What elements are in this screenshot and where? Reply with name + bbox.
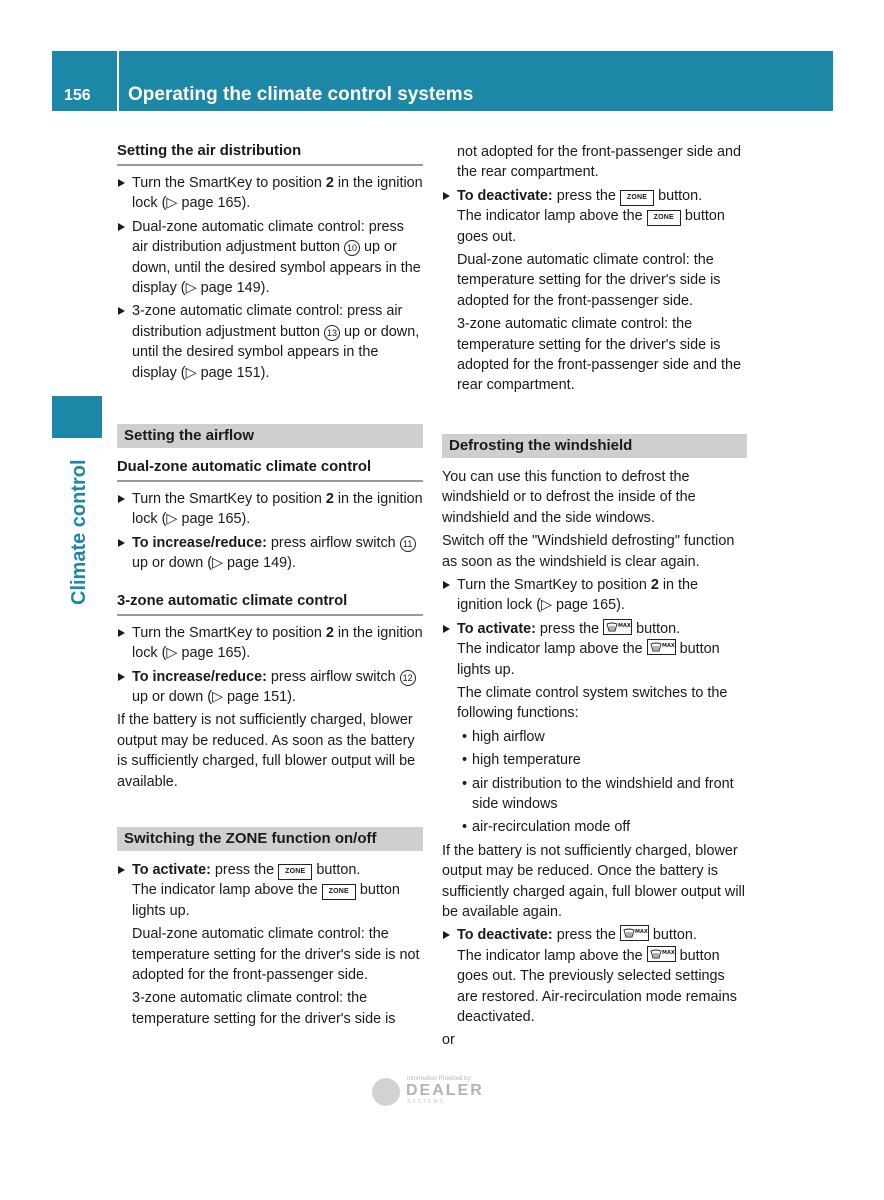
bullet-dot-icon: •: [462, 752, 468, 769]
indicator-lamp-text: [442, 946, 747, 1028]
item-text: up or down, until the desired symbol appears in the display (▷ page 149).: [132, 239, 421, 297]
list-item: [442, 925, 747, 945]
battery-note: If the battery is not sufficiently charged, blower output may be reduced. As soon as the battery is sufficiently charged, full blower output will be available.: [117, 712, 416, 790]
bullet-triangle-icon: [118, 539, 125, 547]
item-text: button.: [654, 187, 703, 204]
watermark: [372, 1075, 504, 1109]
item-bold: To increase/reduce:: [132, 534, 267, 551]
item-text: in the ignition lock (▷ page 165).: [457, 576, 699, 614]
zone-button-icon: ZONE: [278, 864, 312, 880]
function-list-item: [442, 774, 747, 815]
function-list-item: [442, 750, 747, 770]
defrost-max-button-icon: [647, 946, 676, 962]
item-text: in the ignition lock (▷ page 165).: [132, 491, 423, 528]
zone-section-heading: Switching the ZONE function on/off: [117, 827, 423, 851]
item-text: The indicator lamp above the: [457, 208, 647, 225]
item-text: The indicator lamp above the: [132, 882, 322, 899]
function-list-item: [442, 727, 747, 747]
function-text: air distribution to the windshield and front side windows: [472, 775, 734, 812]
switches-to-text: The climate control system switches to the following functions:: [457, 684, 728, 722]
item-text: press the: [552, 927, 620, 944]
item-bold: To activate:: [132, 861, 211, 878]
list-item: [117, 667, 423, 708]
defrost-switch-off: Switch off the "Windshield defrosting" function as soon as the windshield is clear again.: [442, 533, 735, 570]
defrost-battery-note: If the battery is not sufficiently charged, blower output may be reduced. Once the battery is sufficiently charged again, full blower output will be available again.: [442, 842, 745, 920]
bullet-triangle-icon: [443, 625, 450, 633]
item-text: The indicator lamp above the: [457, 641, 647, 658]
item-text: press the: [552, 187, 620, 204]
defrost-max-label: MAX: [661, 643, 675, 650]
function-text: high airflow: [472, 728, 545, 745]
dual-zone-subheading: Dual-zone automatic climate control: [117, 457, 423, 482]
item-text: button.: [648, 927, 697, 944]
page-title: Operating the climate control systems: [128, 84, 474, 105]
item-bold: To increase/reduce:: [132, 668, 267, 685]
item-text: The indicator lamp above the: [457, 947, 647, 964]
item-text: 3-zone automatic climate control: press air distribution adjustment button: [132, 303, 403, 340]
left-column: [117, 141, 423, 1032]
list-item: [117, 860, 423, 880]
defrost-max-button-icon: [620, 925, 649, 941]
bullet-triangle-icon: [118, 495, 125, 503]
airflow-section-heading: Setting the airflow: [117, 424, 423, 448]
list-item: [117, 489, 423, 530]
function-text: air-recirculation mode off: [472, 819, 631, 836]
page-number: 156: [64, 87, 91, 104]
item-text: in the ignition lock (▷ page 165).: [132, 624, 423, 662]
list-item: [442, 186, 747, 206]
item-text: Turn the SmartKey to position: [132, 175, 326, 191]
item-text: button.: [312, 861, 361, 878]
item-text: Turn the SmartKey to position: [132, 491, 326, 508]
air-distribution-heading: Setting the air distribution: [117, 141, 423, 166]
item-text: press airflow switch: [266, 668, 400, 685]
bullet-triangle-icon: [118, 673, 125, 681]
bullet-triangle-icon: [443, 581, 450, 589]
list-item: [117, 173, 423, 214]
defrost-max-button-icon: [647, 639, 676, 655]
item-text: press the: [535, 620, 604, 637]
item-text: Turn the SmartKey to position: [132, 624, 326, 641]
defrost-max-label: MAX: [618, 622, 631, 629]
defrost-max-label: MAX: [661, 949, 675, 956]
defrost-section-heading: Defrosting the windshield: [442, 434, 747, 458]
defrost-max-label: MAX: [634, 929, 648, 936]
item-text: button goes out. The previously selected settings are restored. Air-recirculation mode remains deactivated.: [457, 947, 737, 1026]
defrost-max-button-icon: [603, 619, 632, 635]
watermark-brand: DEALER: [406, 1082, 484, 1099]
zone-button-icon: ZONE: [647, 210, 681, 226]
bullet-triangle-icon: [118, 223, 125, 231]
function-list-item: [442, 817, 747, 837]
right-column: [442, 142, 747, 1054]
or-text: or: [442, 1032, 455, 1049]
item-text: in the ignition lock (▷ page 165).: [132, 175, 423, 212]
zone-button-icon: ZONE: [322, 884, 356, 900]
item-text: Turn the SmartKey to position: [457, 576, 651, 593]
zone-button-icon: ZONE: [620, 190, 654, 206]
continued-text: not adopted for the front-passenger side and the rear compartment.: [457, 144, 742, 181]
bullet-dot-icon: •: [462, 775, 468, 792]
item-bold: 2: [650, 576, 659, 593]
watermark-caption: Information Provided by:: [407, 1076, 473, 1082]
circled-number-icon: 13: [324, 325, 340, 341]
indicator-lamp-text: [442, 206, 747, 247]
dual-zone-note: Dual-zone automatic climate control: the temperature setting for the driver's side is not adopted for the front-passenger side.: [132, 926, 420, 983]
bullet-dot-icon: •: [462, 819, 468, 836]
item-text: press the: [210, 861, 279, 878]
item-text: button.: [632, 620, 681, 637]
circled-number-icon: 12: [400, 670, 416, 686]
function-text: high temperature: [472, 752, 581, 769]
item-text: button lights up.: [132, 882, 400, 919]
three-zone-note: 3-zone automatic climate control: the temperature setting for the driver's side is: [132, 990, 396, 1027]
watermark-logo-icon: [372, 1078, 400, 1106]
watermark-subtitle: SYSTEMS: [407, 1099, 445, 1105]
item-text: Dual-zone automatic climate control: press air distribution adjustment button: [132, 218, 404, 256]
list-item: [117, 533, 423, 574]
circled-number-icon: 10: [344, 240, 360, 256]
list-item: [442, 619, 747, 639]
indicator-lamp-text: [117, 880, 423, 921]
defrost-intro: You can use this function to defrost the windshield or to defrost the inside of the windshield and the side windows.: [442, 468, 696, 526]
item-bold: 2: [325, 624, 334, 641]
item-bold: To activate:: [457, 620, 536, 637]
item-text: up or down, until the desired symbol appears in the display (▷ page 151).: [132, 323, 420, 381]
bullet-triangle-icon: [118, 307, 125, 315]
bullet-triangle-icon: [118, 866, 125, 874]
item-text: button goes out.: [457, 208, 725, 245]
item-text: up or down (▷ page 151).: [132, 688, 296, 705]
chapter-tab-marker: [52, 396, 102, 438]
chapter-label: Climate control: [68, 459, 90, 605]
indicator-lamp-text: [442, 639, 747, 680]
bullet-triangle-icon: [118, 179, 125, 187]
item-text: button lights up.: [457, 641, 720, 678]
item-text: press airflow switch: [266, 534, 400, 551]
bullet-triangle-icon: [443, 192, 450, 200]
item-text: up or down (▷ page 149).: [132, 555, 296, 572]
header-divider: [117, 51, 119, 111]
list-item: [117, 623, 423, 664]
dual-zone-note: Dual-zone automatic climate control: the temperature setting for the driver's side is adopted for the front-passenger side.: [457, 252, 721, 309]
bullet-triangle-icon: [118, 629, 125, 637]
list-item: [117, 301, 423, 383]
list-item: [117, 217, 423, 299]
three-zone-note: 3-zone automatic climate control: the temperature setting for the driver's side is adopted for the front-passenger side and the rear compartment.: [457, 316, 742, 394]
item-bold: 2: [325, 491, 334, 508]
item-bold: To deactivate:: [457, 927, 553, 944]
three-zone-subheading: 3-zone automatic climate control: [117, 591, 423, 616]
item-bold: 2: [325, 175, 334, 191]
bullet-triangle-icon: [443, 931, 450, 939]
bullet-dot-icon: •: [462, 728, 468, 745]
item-bold: To deactivate:: [457, 187, 553, 204]
circled-number-icon: 11: [400, 536, 416, 552]
list-item: [442, 575, 747, 616]
